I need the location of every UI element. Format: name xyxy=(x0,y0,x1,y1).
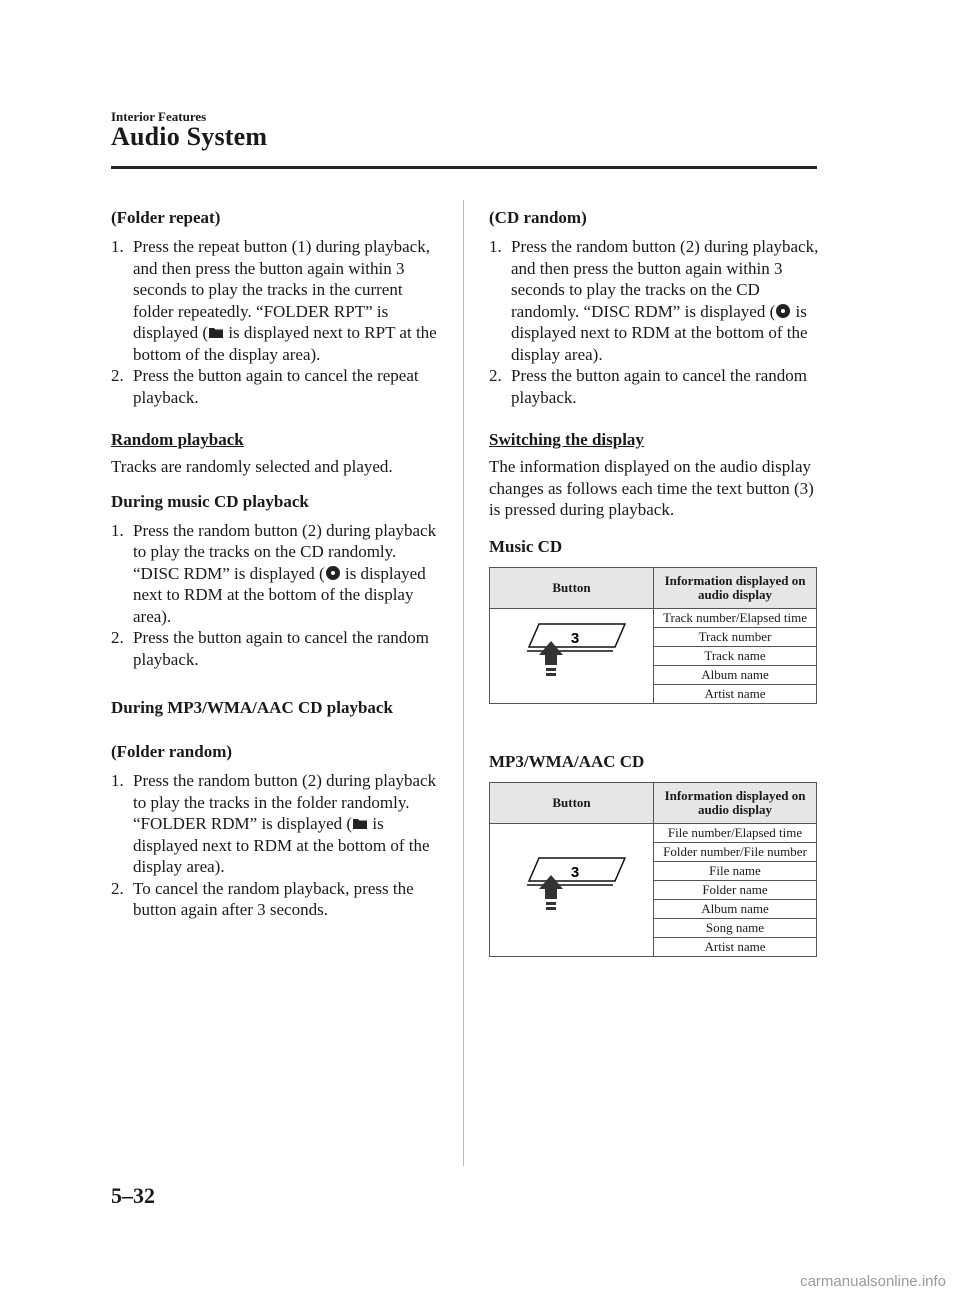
folder-repeat-heading: (Folder repeat) xyxy=(111,208,221,227)
table-row: Artist name xyxy=(654,684,817,703)
table-header-button: Button xyxy=(490,567,654,608)
folder-icon xyxy=(352,815,368,831)
mp3-table-title: MP3/WMA/AAC CD xyxy=(489,751,645,771)
svg-text:3: 3 xyxy=(570,630,579,647)
mp3-heading: During MP3/WMA/AAC CD playback xyxy=(111,698,393,717)
random-playback-desc: Tracks are randomly selected and played. xyxy=(111,457,393,476)
folder-repeat-step-1: 1. Press the repeat button (1) during playback, and then press the button again within 3 seconds to play the tracks in the current folder repeatedly. “FOLDER RPT” is displayed ( is displayed next to RPT at the bottom of the display area). xyxy=(111,237,437,364)
cd-random-heading: (CD random) xyxy=(489,208,587,227)
chapter-title: Audio System xyxy=(111,122,268,151)
music-cd-table xyxy=(489,567,817,704)
music-cd-step-2: 2. Press the button again to cancel the random playback. xyxy=(111,628,429,669)
music-cd-table-title: Music CD xyxy=(489,536,563,556)
switching-display-heading: Switching the display xyxy=(489,430,644,449)
column-divider xyxy=(463,200,464,1166)
watermark: carmanualsonline.info xyxy=(800,1273,946,1290)
music-cd-step-1: 1. Press the random button (2) during playback to play the tracks on the CD randomly. “DISC RDM” is displayed ( is displayed next to RDM at the bottom of the display area). xyxy=(111,520,437,626)
mp3-table xyxy=(489,782,817,957)
table-row: Folder number/File number xyxy=(654,842,817,861)
left-column xyxy=(111,206,441,921)
table-row: Artist name xyxy=(654,937,817,956)
disc-icon xyxy=(775,303,791,319)
folder-icon xyxy=(208,324,224,340)
table-row: Track number xyxy=(654,627,817,646)
svg-text:3: 3 xyxy=(570,864,579,881)
table-row: Song name xyxy=(654,918,817,937)
header-rule xyxy=(111,166,817,169)
table-header-info: Information displayed on audio display xyxy=(654,782,817,823)
folder-repeat-step-2: 2. Press the button again to cancel the repeat playback. xyxy=(111,366,419,407)
table-row: Track name xyxy=(654,646,817,665)
text-button-cell xyxy=(490,608,654,703)
table-row: File number/Elapsed time xyxy=(654,823,817,842)
table-header-info: Information displayed on audio display xyxy=(654,567,817,608)
table-row: Track number/Elapsed time xyxy=(654,608,817,627)
table-row: Album name xyxy=(654,899,817,918)
section-label: Interior Features xyxy=(111,109,207,124)
cd-random-step-1: 1. Press the random button (2) during playback, and then press the button again within 3 seconds to play the tracks on the CD randomly. “DISC RDM” is displayed ( is displayed next to RDM at the bottom of the display area). xyxy=(489,237,819,364)
random-playback-heading: Random playback xyxy=(111,430,244,449)
page-number: 5–32 xyxy=(111,1183,155,1208)
table-row: Album name xyxy=(654,665,817,684)
text-button-icon xyxy=(517,853,627,923)
text-button-cell xyxy=(490,823,654,956)
music-cd-heading: During music CD playback xyxy=(111,491,309,511)
table-row: Folder name xyxy=(654,880,817,899)
table-header-button: Button xyxy=(490,782,654,823)
disc-icon xyxy=(325,565,341,581)
folder-random-step-2: 2. To cancel the random playback, press the button again after 3 seconds. xyxy=(111,878,414,919)
cd-random-step-2: 2. Press the button again to cancel the random playback. xyxy=(489,366,807,407)
folder-random-heading: (Folder random) xyxy=(111,742,233,761)
right-column xyxy=(489,206,819,957)
folder-random-step-1: 1. Press the random button (2) during playback to play the tracks in the folder randomly. “FOLDER RDM” is displayed ( is displayed next to RDM at the bottom of the display area). xyxy=(111,771,437,876)
switching-display-desc: The information displayed on the audio display changes as follows each time the text button (3) is pressed during playback. xyxy=(489,457,814,519)
table-row: File name xyxy=(654,861,817,880)
text-button-icon xyxy=(517,619,627,689)
